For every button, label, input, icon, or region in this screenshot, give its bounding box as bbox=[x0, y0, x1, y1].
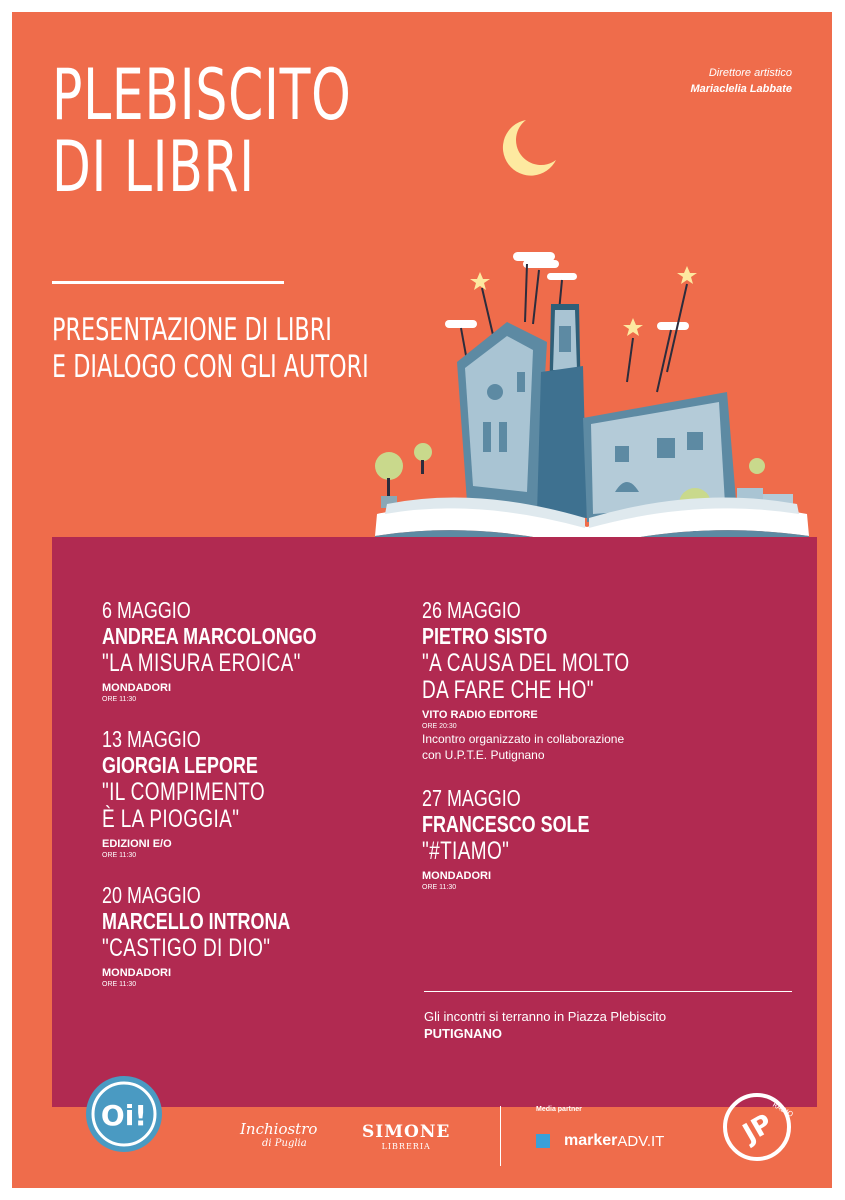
event-book-title-cont: DA FARE CHE HO" bbox=[422, 676, 594, 704]
subtitle-line-2: E DIALOGO CON GLI AUTORI bbox=[52, 349, 369, 385]
event-time: ORE 20:30 bbox=[422, 723, 457, 730]
event-author: PIETRO SISTO bbox=[422, 623, 548, 649]
event-date: 27 MAGGIO bbox=[422, 785, 521, 811]
event-item bbox=[422, 597, 695, 763]
svg-text:Oi!: Oi! bbox=[100, 1099, 148, 1132]
event-time: ORE 11:30 bbox=[102, 852, 137, 859]
event-author: MARCELLO INTRONA bbox=[102, 908, 291, 934]
event-date: 13 MAGGIO bbox=[102, 726, 201, 752]
book-city-illustration bbox=[357, 242, 817, 562]
events-column-left bbox=[102, 597, 377, 1011]
event-item bbox=[102, 726, 377, 860]
event-publisher: EDIZIONI E/O bbox=[102, 838, 172, 850]
poster bbox=[12, 12, 832, 1188]
event-title bbox=[52, 54, 468, 208]
marker-square-icon bbox=[536, 1134, 550, 1148]
director-label: Direttore artistico bbox=[708, 67, 792, 79]
event-book-title: "#TIAMO" bbox=[422, 837, 510, 865]
jp-radio-logo bbox=[722, 1092, 795, 1162]
venue-info bbox=[424, 1008, 666, 1042]
event-author: FRANCESCO SOLE bbox=[422, 811, 590, 837]
svg-text:RADIO: RADIO bbox=[771, 1100, 795, 1119]
director-name: Mariaclelia Labbate bbox=[690, 83, 792, 95]
event-book-title-cont: È LA PIOGGIA" bbox=[102, 805, 240, 833]
artistic-director bbox=[691, 65, 793, 97]
event-book-title: "A CAUSA DEL MOLTO bbox=[422, 649, 630, 677]
sponsor-divider bbox=[500, 1106, 501, 1166]
event-note: Incontro organizzato in collaborazione bbox=[422, 732, 625, 746]
event-date: 6 MAGGIO bbox=[102, 597, 191, 623]
event-date: 26 MAGGIO bbox=[422, 597, 521, 623]
event-book-title: "IL COMPIMENTO bbox=[102, 778, 266, 806]
event-item bbox=[102, 882, 377, 989]
event-publisher: MONDADORI bbox=[422, 870, 492, 882]
event-date: 20 MAGGIO bbox=[102, 882, 201, 908]
event-time: ORE 11:30 bbox=[102, 696, 137, 703]
moon-icon bbox=[500, 116, 560, 178]
media-partner-label: Media partner bbox=[536, 1106, 582, 1113]
svg-text:JP: JP bbox=[738, 1108, 778, 1149]
simone-logo: SIMONE LIBRERIA bbox=[362, 1122, 451, 1151]
title-rule bbox=[52, 281, 284, 284]
event-item bbox=[102, 597, 377, 704]
marker-logo: marker ADV.IT bbox=[536, 1132, 664, 1150]
oi-logo bbox=[84, 1074, 164, 1154]
event-time: ORE 11:30 bbox=[102, 981, 137, 988]
inchiostro-logo: Inchiostro di Puglia bbox=[240, 1120, 318, 1149]
events-column-right bbox=[422, 597, 695, 914]
event-publisher: MONDADORI bbox=[102, 682, 172, 694]
event-time: ORE 11:30 bbox=[422, 884, 457, 891]
event-publisher: MONDADORI bbox=[102, 967, 172, 979]
event-book-title: "CASTIGO DI DIO" bbox=[102, 934, 271, 962]
subtitle-line-1: PRESENTAZIONE DI LIBRI bbox=[52, 312, 332, 348]
event-author: GIORGIA LEPORE bbox=[102, 752, 258, 778]
title-line-2: DI LIBRI bbox=[52, 126, 255, 208]
title-line-1: PLEBISCITO bbox=[52, 54, 352, 136]
venue-text: Gli incontri si terranno in Piazza Plebiscito bbox=[424, 1009, 667, 1024]
venue-city: PUTIGNANO bbox=[424, 1026, 502, 1041]
sponsor-bar bbox=[12, 1072, 832, 1188]
event-publisher: VITO RADIO EDITORE bbox=[422, 709, 538, 721]
event-author: ANDREA MARCOLONGO bbox=[102, 623, 317, 649]
venue-divider bbox=[424, 991, 792, 992]
event-note-cont: con U.P.T.E. Putignano bbox=[422, 748, 545, 762]
event-book-title: "LA MISURA EROICA" bbox=[102, 649, 301, 677]
event-item bbox=[422, 785, 695, 892]
